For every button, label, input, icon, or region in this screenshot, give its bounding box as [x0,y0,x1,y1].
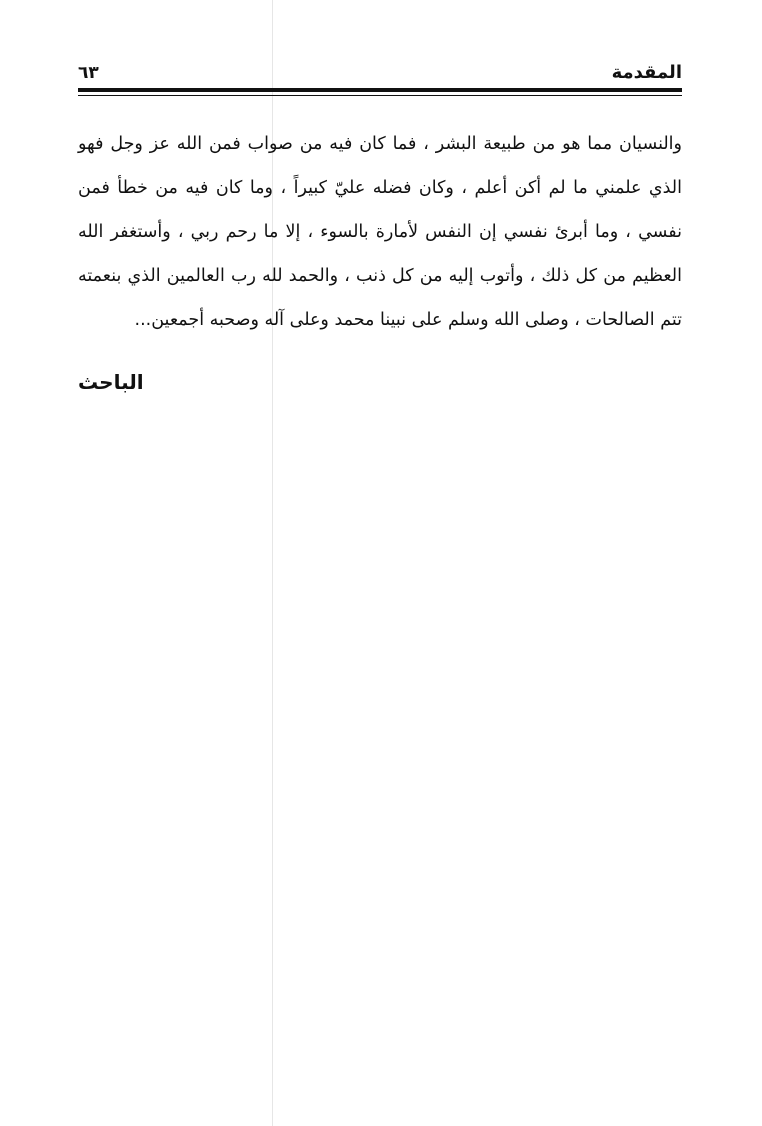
author-signature: الباحث [78,370,144,394]
header-rule-thick [78,88,682,92]
running-header [78,60,682,86]
text-line: الذي علمني ما لم أكن أعلم ، وكان فضله عليّ كبيراً ، وما كان فيه من خطأ فمن [78,178,682,198]
header-rule-thin [78,95,682,96]
text-line: تتم الصالحات ، وصلى الله وسلم على نبينا محمد وعلى آله وصحبه أجمعين... [134,310,682,330]
text-line: والنسيان مما هو من طبيعة البشر ، فما كان فيه من صواب فمن الله عز وجل فهو [78,134,682,154]
page-number: ٦٣ [78,63,99,83]
text-line: العظيم من كل ذلك ، وأتوب إليه من كل ذنب ، والحمد لله رب العالمين الذي بنعمته [78,266,682,286]
body-paragraph [78,122,682,342]
header-title: المقدمة [611,62,682,83]
text-line: نفسي ، وما أبرئ نفسي إن النفس لأمارة بالسوء ، إلا ما رحم ربي ، وأستغفر الله [78,222,682,242]
